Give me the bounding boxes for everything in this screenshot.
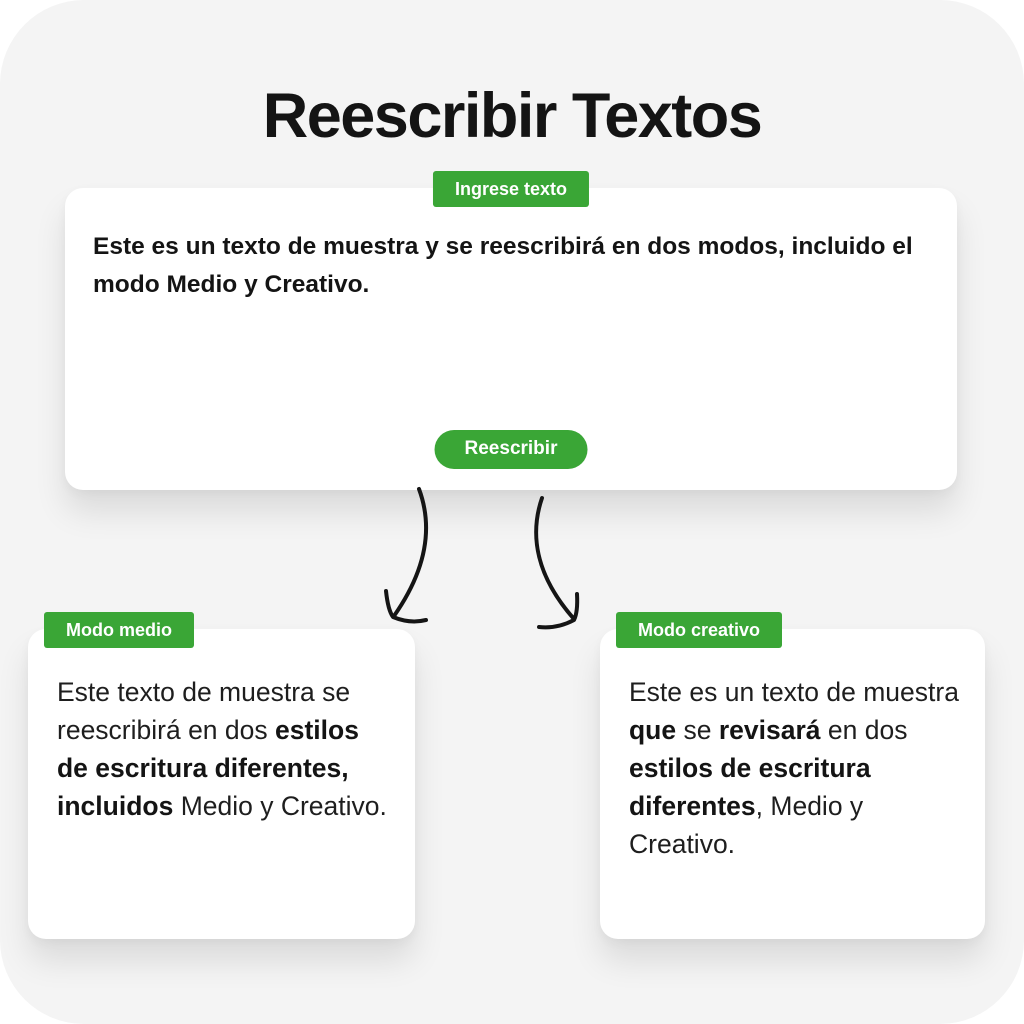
creative-mode-badge: Modo creativo (616, 612, 782, 648)
input-text-area[interactable]: Este es un texto de muestra y se reescribirá en dos modos, incluido el modo Medio y Creativo. (93, 233, 913, 298)
medium-mode-card (28, 620, 415, 939)
input-card (65, 179, 957, 490)
rewrite-button[interactable]: Reescribir (435, 430, 588, 469)
medium-mode-text: Este texto de muestra se reescribirá en dos estilos de escritura diferentes, incluidos Medio y Creativo. (57, 677, 387, 821)
creative-mode-text: Este es un texto de muestra que se revisará en dos estilos de escritura diferentes, Medio y Creativo. (629, 677, 959, 859)
input-card-badge: Ingrese texto (433, 171, 589, 207)
page-title: Reescribir Textos (262, 81, 762, 152)
medium-mode-badge: Modo medio (44, 612, 194, 648)
creative-mode-card (600, 620, 985, 939)
